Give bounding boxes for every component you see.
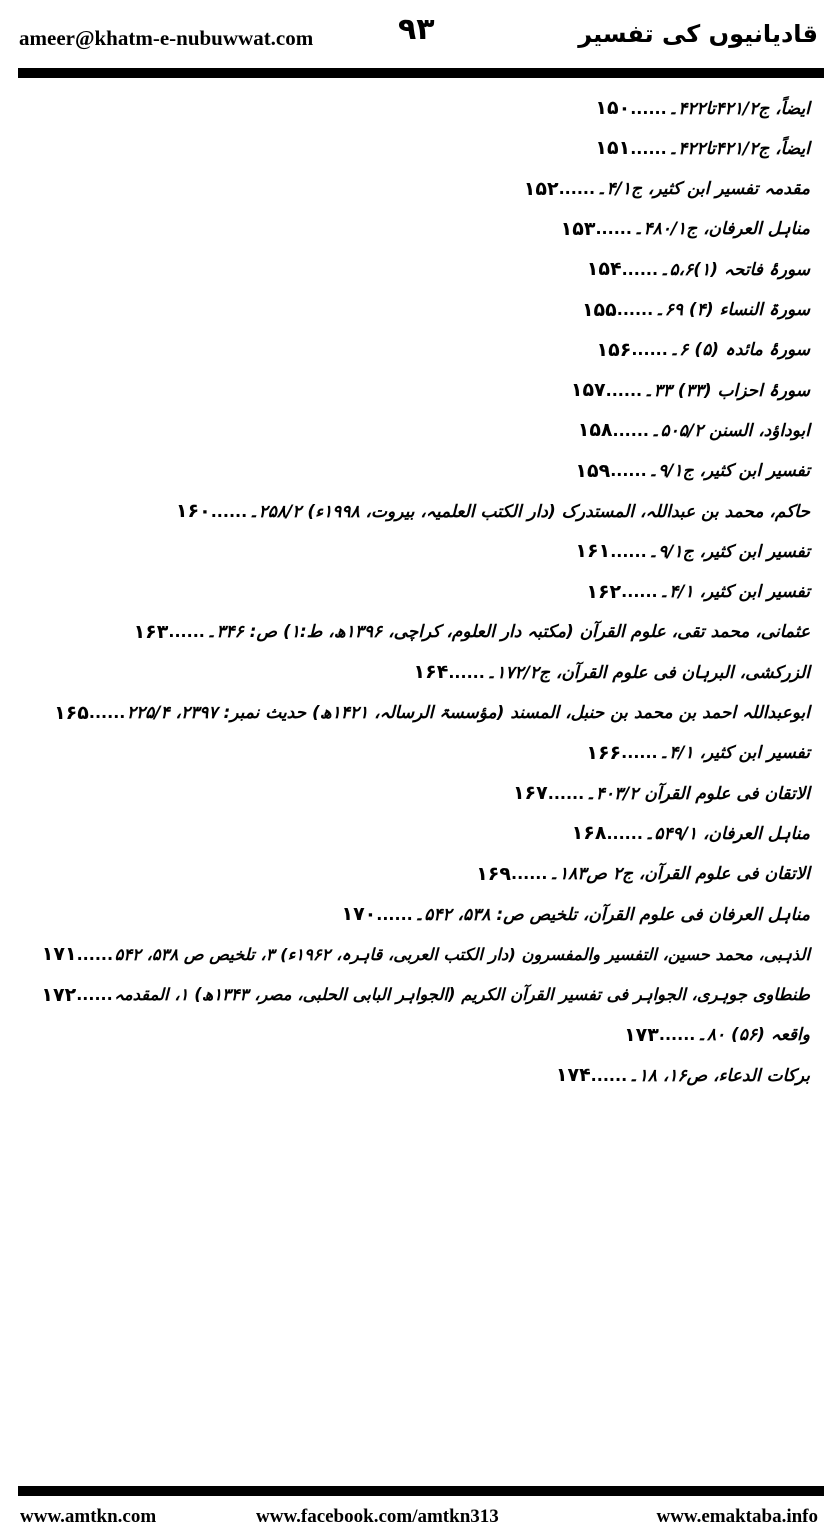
entry-number: ۱۶۸	[571, 822, 607, 845]
entry-leader-dots: ......	[88, 703, 126, 722]
entry-leader-dots: ......	[621, 259, 659, 279]
reference-entry	[523, 209, 824, 249]
entry-number: ۱۶۲	[586, 580, 622, 603]
book-title: قادیانیوں کی تفسیر	[578, 20, 818, 48]
entry-text: سورۂ فاتحہ (۱)۵،۶۔	[659, 259, 810, 280]
entry-number: ۱۷۱	[41, 943, 77, 966]
entry-leader-dots: ......	[616, 300, 654, 319]
entry-leader-dots: ......	[630, 138, 667, 158]
entry-leader-dots: ......	[448, 662, 485, 682]
entry-text: سورۂ احزاب (۳۳) ۳۳۔	[643, 380, 810, 401]
entry-number: ۱۵۱	[595, 137, 631, 160]
reference-entry	[139, 491, 824, 531]
reference-entry	[559, 330, 824, 370]
page-number: ۹۳	[398, 12, 435, 47]
entry-text: مناہل العرفان فی علوم القرآن، تلخیص ص: ۵۳۸، ۵۴۲۔	[414, 904, 810, 925]
header-email: ameer@khatm-e-nubuwwat.com	[19, 26, 314, 50]
entry-number: ۱۷۲	[41, 983, 77, 1006]
entry-number: ۱۶۹	[476, 862, 511, 885]
footer-link-facebook[interactable]: www.facebook.com/amtkn313	[256, 1506, 499, 1527]
entry-leader-dots: ......	[558, 179, 596, 199]
entry-text: الاتقان فی علوم القرآن، ج۲ ص۱۸۳۔	[548, 864, 810, 885]
entry-text: سورۃ النساء (۴) ۶۹۔	[654, 300, 810, 320]
entry-leader-dots: ......	[612, 420, 649, 440]
entry-number: ۱۵۶	[596, 338, 632, 361]
entry-text: تفسیر ابن کثیر، ۴/۱۔	[659, 582, 810, 603]
reference-entry	[96, 612, 824, 652]
entry-leader-dots: ......	[595, 219, 632, 239]
entry-text: طنطاوی جوہری، الجواہر فی تفسیر القرآن الکریم (الجواہر البابی الحلبی، مصر، ۱۳۴۳ھ) ۱، المقدمہ	[114, 985, 810, 1005]
entry-leader-dots: ......	[510, 864, 548, 884]
entry-text: ایضاً، ج۴۲۱/۲تا۴۲۲۔	[668, 98, 810, 119]
entry-leader-dots: ......	[210, 501, 248, 521]
entry-leader-dots: ......	[610, 461, 647, 481]
reference-entry	[519, 1055, 824, 1095]
entry-number: ۱۶۳	[133, 620, 169, 643]
reference-entry	[538, 451, 824, 491]
entry-text: مقدمہ تفسیر ابن کثیر، ج۴/۱۔	[596, 179, 810, 200]
entry-text: تفسیر ابن کثیر، ج۹/۱۔	[648, 461, 810, 482]
reference-entry	[534, 813, 824, 853]
entry-number: ۱۶۴	[413, 661, 449, 684]
reference-entry	[558, 128, 824, 168]
entry-leader-dots: ......	[76, 985, 113, 1005]
reference-entry	[549, 733, 824, 773]
entry-number: ۱۵۵	[581, 298, 617, 321]
reference-entry	[549, 572, 824, 612]
entry-number: ۱۵۳	[560, 217, 596, 240]
reference-entry	[587, 1015, 824, 1055]
footer-rule	[18, 1486, 824, 1496]
entry-number: ۱۷۰	[341, 903, 377, 925]
entry-text: تفسیر ابن کثیر، ۴/۱۔	[659, 743, 810, 764]
reference-entry	[541, 410, 824, 450]
entry-number: ۱۶۰	[175, 500, 211, 522]
reference-entry	[304, 894, 824, 934]
entry-text: ایضاً، ج۴۲۱/۲تا۴۲۲۔	[668, 138, 810, 159]
entry-text: ابوعبداللہ احمد بن محمد بن حنبل، المسند (مؤسسۃ الرسالہ، ۱۴۲۱ھ) حدیث نمبر: ۲۳۹۷، ۲۲۵/۴	[126, 703, 810, 723]
entry-text: عثمانی، محمد تقی، علوم القرآن (مکتبہ دار العلوم، کراچی، ۱۳۹۶ھ، ط:۱) ص: ۳۴۶۔	[206, 622, 810, 643]
entry-number: ۱۵۴	[586, 258, 622, 281]
entry-leader-dots: ......	[590, 1065, 628, 1085]
entry-text: الزرکشی، البرہان فی علوم القرآن، ج۱۷۲/۲۔	[486, 662, 810, 683]
entry-text: مناہل العرفان، ۵۴۹/۱۔	[644, 823, 810, 844]
entry-number: ۱۵۸	[577, 419, 613, 442]
entry-leader-dots: ......	[658, 1025, 696, 1045]
entry-number: ۱۷۴	[555, 1064, 591, 1087]
reference-entry	[476, 773, 824, 813]
entry-leader-dots: ......	[76, 944, 114, 964]
reference-entry	[534, 370, 824, 410]
page-footer	[0, 1506, 840, 1536]
entry-number: ۱۶۶	[586, 741, 622, 764]
entry-text: ابوداؤد، السنن ۵۰۵/۲۔	[650, 420, 810, 441]
entry-leader-dots: ......	[605, 380, 643, 400]
entry-number: ۱۵۹	[575, 459, 611, 482]
reference-entry	[5, 934, 824, 974]
entry-number: ۱۷۳	[624, 1023, 659, 1046]
reference-entry	[545, 290, 824, 330]
entry-number: ۱۶۵	[54, 701, 89, 724]
page-header	[0, 0, 840, 70]
entry-number: ۱۶۷	[512, 782, 548, 805]
reference-entry	[439, 854, 824, 894]
entry-leader-dots: ......	[547, 783, 585, 803]
entry-leader-dots: ......	[631, 340, 668, 360]
entry-number: ۱۵۷	[570, 379, 606, 402]
entry-leader-dots: ......	[606, 823, 643, 843]
entry-text: واقعہ (۵۶) ۸۰۔	[696, 1025, 810, 1046]
entry-number: ۱۶۱	[575, 540, 611, 563]
reference-entry	[550, 249, 824, 289]
entry-leader-dots: ......	[621, 582, 658, 602]
footer-link-emaktaba[interactable]: www.emaktaba.info	[656, 1506, 818, 1527]
reference-entry	[487, 169, 824, 209]
entry-text: سورۂ مائدہ (۵) ۶۔	[669, 340, 810, 361]
entry-leader-dots: ......	[630, 98, 667, 118]
entry-leader-dots: ......	[621, 743, 658, 763]
reference-entry	[376, 652, 824, 692]
reference-entry	[17, 693, 824, 733]
reference-entry	[558, 88, 824, 128]
footer-link-amtkn[interactable]: www.amtkn.com	[20, 1506, 157, 1527]
entry-text: برکات الدعاء، ص۱۶، ۱۸۔	[628, 1065, 810, 1086]
entry-text: مناہل العرفان، ج۴۸۰/۱۔	[633, 219, 810, 240]
entry-leader-dots: ......	[376, 904, 413, 924]
entry-text: الذہبی، محمد حسین، التفسیر والمفسرون (دار الکتب العربی، قاہرہ، ۱۹۶۲ء) ۳، تلخیص ص ۵۳۸، ۵۴۲	[114, 944, 810, 964]
header-rule	[18, 68, 824, 78]
entry-text: حاکم، محمد بن عبداللہ، المستدرک (دار الکتب العلمیہ، بیروت، ۱۹۹۸ء) ۲۵۸/۲۔	[248, 501, 810, 522]
entry-number: ۱۵۲	[523, 177, 559, 200]
entry-leader-dots: ......	[610, 541, 647, 561]
entry-text: الاتقان فی علوم القرآن ۴۰۳/۲۔	[585, 783, 810, 804]
reference-entry	[538, 531, 824, 571]
reference-entry	[4, 975, 824, 1015]
entry-leader-dots: ......	[168, 622, 205, 642]
entry-number: ۱۵۰	[595, 97, 631, 119]
entry-text: تفسیر ابن کثیر، ج۹/۱۔	[648, 541, 810, 562]
